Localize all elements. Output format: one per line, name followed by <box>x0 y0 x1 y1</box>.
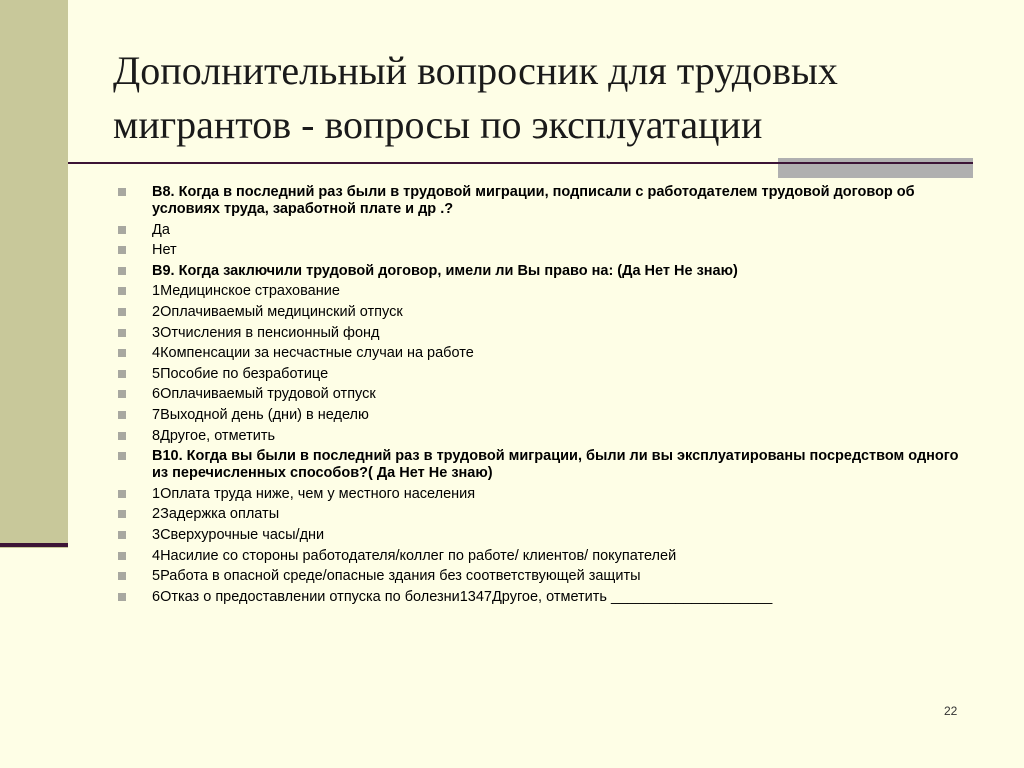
list-item <box>118 222 978 239</box>
bullet-square-icon <box>118 390 126 398</box>
bullet-square-icon <box>118 287 126 295</box>
list-item <box>118 568 978 585</box>
bullet-square-icon <box>118 370 126 378</box>
slide-title: Дополнительный вопросник для трудовых мигрантов - вопросы по эксплуатации <box>113 48 838 147</box>
item-text: 5Работа в опасной среде/опасные здания без соответствующей защиты <box>152 568 641 585</box>
item-text: Да <box>152 221 170 238</box>
title-underline-right <box>778 162 973 164</box>
bullet-square-icon <box>118 593 126 601</box>
list-item <box>118 304 978 321</box>
left-decor-line <box>0 543 68 547</box>
list-item <box>118 242 978 259</box>
bullet-square-icon <box>118 552 126 560</box>
list-item <box>118 527 978 544</box>
list-item <box>118 325 978 342</box>
bullet-square-icon <box>118 510 126 518</box>
bullet-square-icon <box>118 188 126 196</box>
question-item <box>118 448 978 482</box>
list-item <box>118 407 978 424</box>
list-item <box>118 283 978 300</box>
item-text: 4Насилие со стороны работодателя/коллег по работе/ клиентов/ покупателей <box>152 547 677 564</box>
bullet-square-icon <box>118 246 126 254</box>
question-item <box>118 263 978 280</box>
item-text: В9. Когда заключили трудовой договор, имели ли Вы право на: (Да Нет Не знаю) <box>152 262 738 279</box>
bullet-square-icon <box>118 452 126 460</box>
question-item <box>118 184 978 218</box>
item-text: В10. Когда вы были в последний раз в трудовой миграции, были ли вы эксплуатированы посредством одного из перечисленных способов?( Да Нет Не знаю) <box>152 448 959 482</box>
bullet-square-icon <box>118 329 126 337</box>
list-item <box>118 366 978 383</box>
bullet-square-icon <box>118 411 126 419</box>
list-item <box>118 345 978 362</box>
item-text: 5Пособие по безработице <box>152 365 329 382</box>
bullet-square-icon <box>118 572 126 580</box>
title-decor-block <box>778 158 973 178</box>
bullet-square-icon <box>118 490 126 498</box>
page-number: 22 <box>944 704 958 718</box>
bullet-square-icon <box>118 432 126 440</box>
question-list <box>118 184 978 609</box>
list-item <box>118 428 978 445</box>
item-text: 2Задержка оплаты <box>152 506 280 523</box>
left-decor-bar <box>0 0 68 548</box>
bullet-square-icon <box>118 267 126 275</box>
item-text: 6Отказ о предоставлении отпуска по болезни1347Другое, отметить ____________________ <box>152 588 773 605</box>
item-text: 1Медицинское страхование <box>152 283 340 300</box>
item-text: 2Оплачиваемый медицинский отпуск <box>152 303 403 320</box>
item-text: 3Сверхурочные часы/дни <box>152 526 325 543</box>
item-text: Нет <box>152 242 177 259</box>
item-text: 4Компенсации за несчастные случаи на работе <box>152 345 474 362</box>
item-text: 6Оплачиваемый трудовой отпуск <box>152 386 376 403</box>
list-item <box>118 548 978 565</box>
list-item <box>118 589 978 606</box>
bullet-square-icon <box>118 531 126 539</box>
bullet-square-icon <box>118 308 126 316</box>
list-item <box>118 486 978 503</box>
bullet-square-icon <box>118 349 126 357</box>
item-text: В8. Когда в последний раз были в трудовой миграции, подписали с работодателем трудовой договор об условиях труда, заработной плате и др .? <box>152 184 915 217</box>
list-item <box>118 506 978 523</box>
list-item <box>118 386 978 403</box>
item-text: 1Оплата труда ниже, чем у местного населения <box>152 485 476 502</box>
bullet-square-icon <box>118 226 126 234</box>
item-text: 3Отчисления в пенсионный фонд <box>152 324 380 341</box>
item-text: 7Выходной день (дни) в неделю <box>152 406 369 423</box>
item-text: 8Другое, отметить <box>152 427 276 444</box>
